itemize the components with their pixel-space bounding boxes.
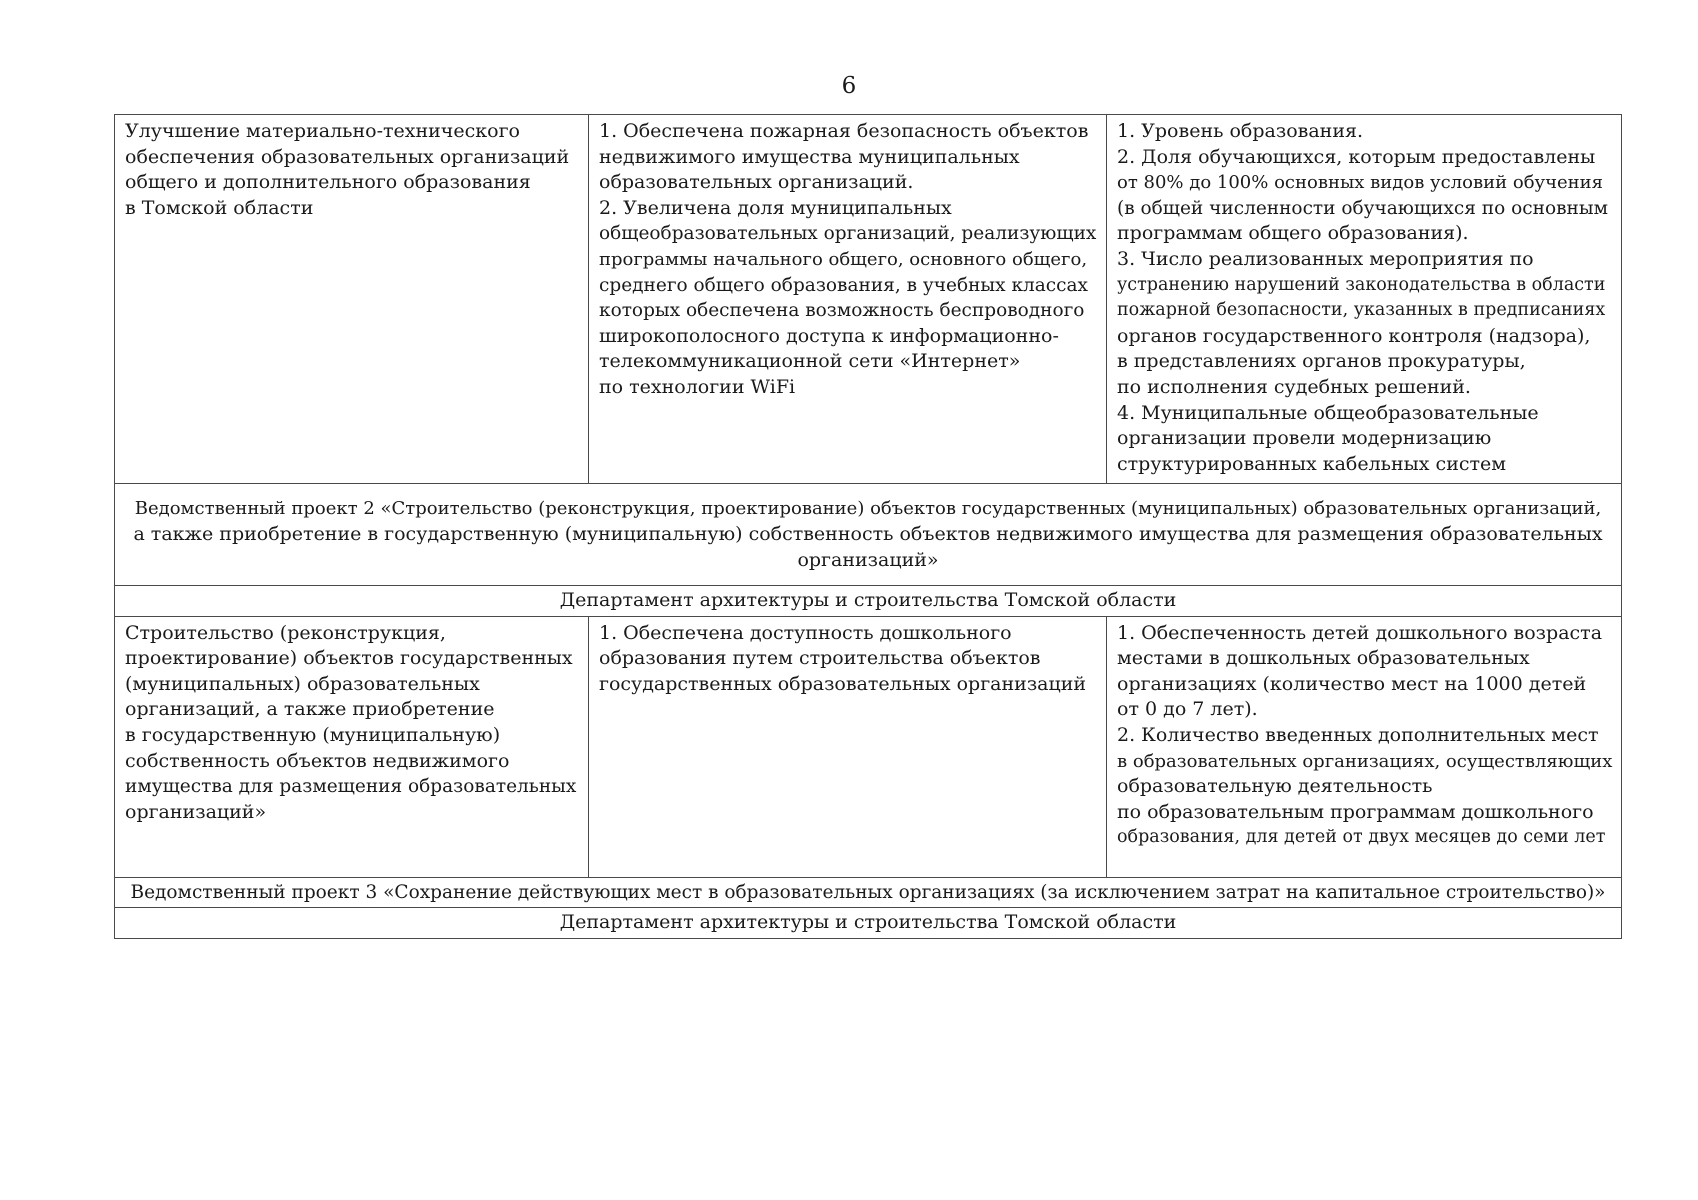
table-row <box>115 586 1622 617</box>
text-line: Ведомственный проект 2 «Строительство (реконструкция, проектирование) объектов государственных (муниципальных) образовательных организаций, <box>134 498 1602 520</box>
indicators-cell <box>1107 115 1622 484</box>
text-line: Департамент архитектуры и строительства Томской области <box>559 589 1177 612</box>
text-line: организаций, а также приобретение <box>125 698 495 721</box>
text-line: (в общей численности обучающихся по основным <box>1117 197 1608 219</box>
project-2-title <box>115 484 1622 586</box>
text-line: 4. Муниципальные общеобразовательные <box>1117 401 1539 424</box>
program-table <box>114 114 1622 939</box>
text-line: в представлениях органов прокуратуры, <box>1117 350 1526 373</box>
text-line: 3. Число реализованных мероприятия по <box>1117 247 1534 270</box>
text-line: 1. Обеспечена пожарная безопасность объектов <box>599 120 1089 142</box>
effects-cell <box>589 115 1107 484</box>
project-3-title <box>115 877 1622 908</box>
text-line: телекоммуникационной сети «Интернет» <box>599 350 1021 373</box>
text-line: образования путем строительства объектов <box>599 647 1041 670</box>
text-line: собственность объектов недвижимого <box>125 749 510 772</box>
text-line: пожарной безопасности, указанных в предписаниях <box>1117 300 1606 321</box>
text-line: 2. Доля обучающихся, которым предоставлены <box>1117 145 1596 168</box>
text-line: 1. Обеспечена доступность дошкольного <box>599 621 1012 644</box>
text-line: по образовательным программам дошкольного <box>1117 800 1594 823</box>
text-line: 1. Уровень образования. <box>1117 120 1364 142</box>
effects-cell <box>589 616 1107 877</box>
text-line: среднего общего образования, в учебных классах <box>599 274 1088 296</box>
project-2-department <box>115 586 1622 617</box>
text-line: Улучшение материально-технического <box>125 120 520 142</box>
text-line: местами в дошкольных образовательных <box>1117 647 1530 670</box>
text-line: Ведомственный проект 3 «Сохранение действующих мест в образовательных организациях (за исключением затрат на капитальное строительство)» <box>130 881 1606 903</box>
text-line: организациях (количество мест на 1000 детей <box>1117 672 1587 695</box>
text-line: в Томской области <box>125 196 314 219</box>
text-line: по исполнения судебных решений. <box>1117 375 1471 398</box>
text-line: образовательную деятельность <box>1117 775 1433 798</box>
text-line: 2. Количество введенных дополнительных мест <box>1117 724 1599 747</box>
text-line: в государственную (муниципальную) <box>125 724 501 747</box>
text-line: программам общего образования). <box>1117 222 1469 245</box>
task-cell <box>115 115 589 484</box>
project-3-department <box>115 908 1622 939</box>
text-line: по технологии WiFi <box>599 375 796 398</box>
text-line: общего и дополнительного образования <box>125 171 531 194</box>
text-line: (муниципальных) образовательных <box>125 672 480 695</box>
text-line: которых обеспечена возможность беспроводного <box>599 300 1085 322</box>
text-line: Департамент архитектуры и строительства Томской области <box>559 911 1177 934</box>
text-line: а также приобретение в государственную (муниципальную) собственность объектов недвижимого имущества для размещения образовательных <box>133 522 1603 545</box>
text-line: в образовательных организациях, осуществляющих <box>1117 750 1613 772</box>
text-line: 1. Обеспеченность детей дошкольного возраста <box>1117 621 1603 644</box>
text-line: от 0 до 7 лет). <box>1117 698 1258 721</box>
task-cell <box>115 616 589 877</box>
table-row <box>115 115 1622 484</box>
text-line: организаций» <box>125 800 267 823</box>
text-line: устранению нарушений законодательства в области <box>1117 274 1606 295</box>
text-line: организаций» <box>797 548 939 571</box>
table-row <box>115 616 1622 877</box>
table-row <box>115 877 1622 908</box>
text-line: органов государственного контроля (надзора), <box>1117 324 1591 347</box>
text-line: государственных образовательных организаций <box>599 672 1087 695</box>
text-line: обеспечения образовательных организаций <box>125 145 570 168</box>
text-line: широкополосного доступа к информационно- <box>599 324 1059 347</box>
page-number: 6 <box>841 73 857 99</box>
table-row <box>115 908 1622 939</box>
text-line: образования, для детей от двух месяцев до семи лет <box>1117 827 1606 848</box>
text-line: проектирование) объектов государственных <box>125 647 573 670</box>
text-line: программы начального общего, основного общего, <box>599 248 1088 270</box>
text-line: организации провели модернизацию <box>1117 427 1492 450</box>
text-line: недвижимого имущества муниципальных <box>599 145 1020 168</box>
indicators-cell <box>1107 616 1622 877</box>
text-line: общеобразовательных организаций, реализующих <box>599 223 1097 245</box>
text-line: структурированных кабельных систем <box>1117 452 1507 475</box>
text-line: имущества для размещения образовательных <box>125 776 577 798</box>
text-line: образовательных организаций. <box>599 171 914 194</box>
text-line: 2. Увеличена доля муниципальных <box>599 196 952 219</box>
text-line: Строительство (реконструкция, <box>125 621 446 644</box>
table-row <box>115 484 1622 586</box>
text-line: от 80% до 100% основных видов условий обучения <box>1117 172 1604 194</box>
